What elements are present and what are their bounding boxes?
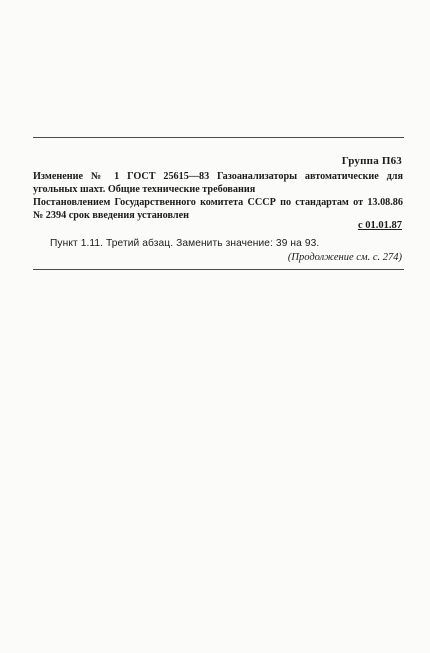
continuation-note: (Продолжение см. с. 274) [287,252,402,263]
bottom-divider [33,269,404,270]
decree-text: Постановлением Государственного комитета СССР по стандартам от 13.08.86 № 2394 срок введения установлен [33,197,403,221]
group-label: Группа П63 [341,155,402,167]
amendment-title: Изменение № 1 ГОСТ 25615—83 Газоанализаторы автоматические для угольных шахт. Общие технические требования [33,171,403,195]
effective-date: с 01.01.87 [357,220,402,231]
body-text: Пункт 1.11. Третий абзац. Заменить значение: 39 на 93. [50,238,320,249]
top-divider [33,137,404,138]
